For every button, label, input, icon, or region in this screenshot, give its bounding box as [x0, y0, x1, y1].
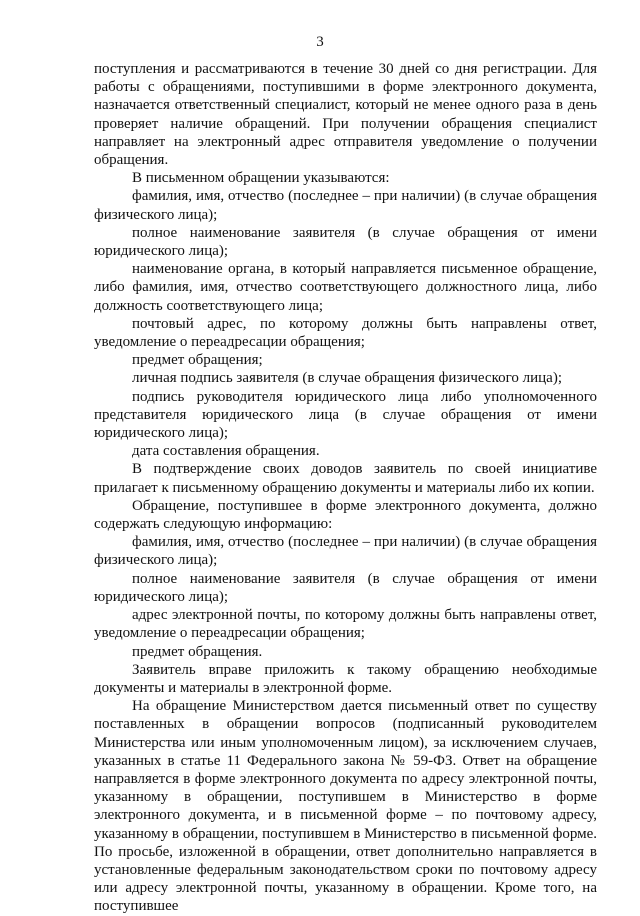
- paragraph: Обращение, поступившее в форме электронного документа, должно содержать следующую информацию:: [94, 497, 597, 533]
- paragraph: фамилия, имя, отчество (последнее – при наличии) (в случае обращения физического лица);: [94, 534, 597, 569]
- paragraph: фамилия, имя, отчество (последнее – при наличии) (в случае обращения физического лица);: [94, 188, 597, 223]
- paragraph: личная подпись заявителя (в случае обращения физического лица);: [132, 370, 562, 387]
- paragraph: Заявитель вправе приложить к такому обращению необходимые документы и материалы в электронной форме.: [94, 661, 597, 696]
- paragraph: полное наименование заявителя (в случае обращения от имени юридического лица);: [94, 570, 597, 605]
- paragraph: предмет обращения.: [132, 643, 263, 660]
- paragraph: полное наименование заявителя (в случае обращения от имени юридического лица);: [94, 224, 597, 260]
- paragraph: адрес электронной почты, по которому должны быть направлены ответ, уведомление о переадресации обращения;: [94, 607, 597, 642]
- paragraph: наименование органа, в который направляется письменное обращение, либо фамилия, имя, отчество соответствующего должностного лица, либо должность соответствующего лица;: [94, 261, 597, 314]
- document-body: [94, 60, 597, 916]
- paragraph: почтовый адрес, по которому должны быть направлены ответ, уведомление о переадресации обращения;: [94, 315, 597, 351]
- paragraph: В письменном обращении указываются:: [132, 170, 390, 187]
- paragraph: На обращение Министерством дается письменный ответ по существу поставленных в обращении вопросов (подписанный руководителем Министерства или иным уполномоченным лицом), за исключением случаев, указанных в статье 11 Федерального закона № 59-ФЗ. Ответ на обращение направляется в форме электронного документа по адресу электронной почты, указанному в обращении, поступившем в Министерство в форме электронного документа, и в письменной форме – по почтовому адресу, указанному в обращении, поступившем в Министерство в письменной форме. По просьбе, изложенной в обращении, ответ дополнительно направляется в установленные федеральным законодательством сроки по почтовому адресу или адресу электронной почты, указанному в обращении. Кроме того, на поступившее: [94, 698, 597, 915]
- paragraph: подпись руководителя юридического лица либо уполномоченного представителя юридического лица (в случае обращения от имени юридического лица);: [94, 388, 597, 442]
- paragraph: предмет обращения;: [132, 352, 263, 369]
- paragraph: поступления и рассматриваются в течение 30 дней со дня регистрации. Для работы с обращениями, поступившими в форме электронного документа, назначается ответственный специалист, который не менее одного раза в день проверяет наличие обращений. При получении обращения специалист направляет на электронный адрес отправителя уведомление о получении обращения.: [94, 61, 597, 169]
- paragraph: В подтверждение своих доводов заявитель по своей инициативе прилагает к письменному обращению документы и материалы либо их копии.: [94, 461, 597, 496]
- page-number: 3: [316, 34, 324, 50]
- paragraph: дата составления обращения.: [132, 443, 320, 460]
